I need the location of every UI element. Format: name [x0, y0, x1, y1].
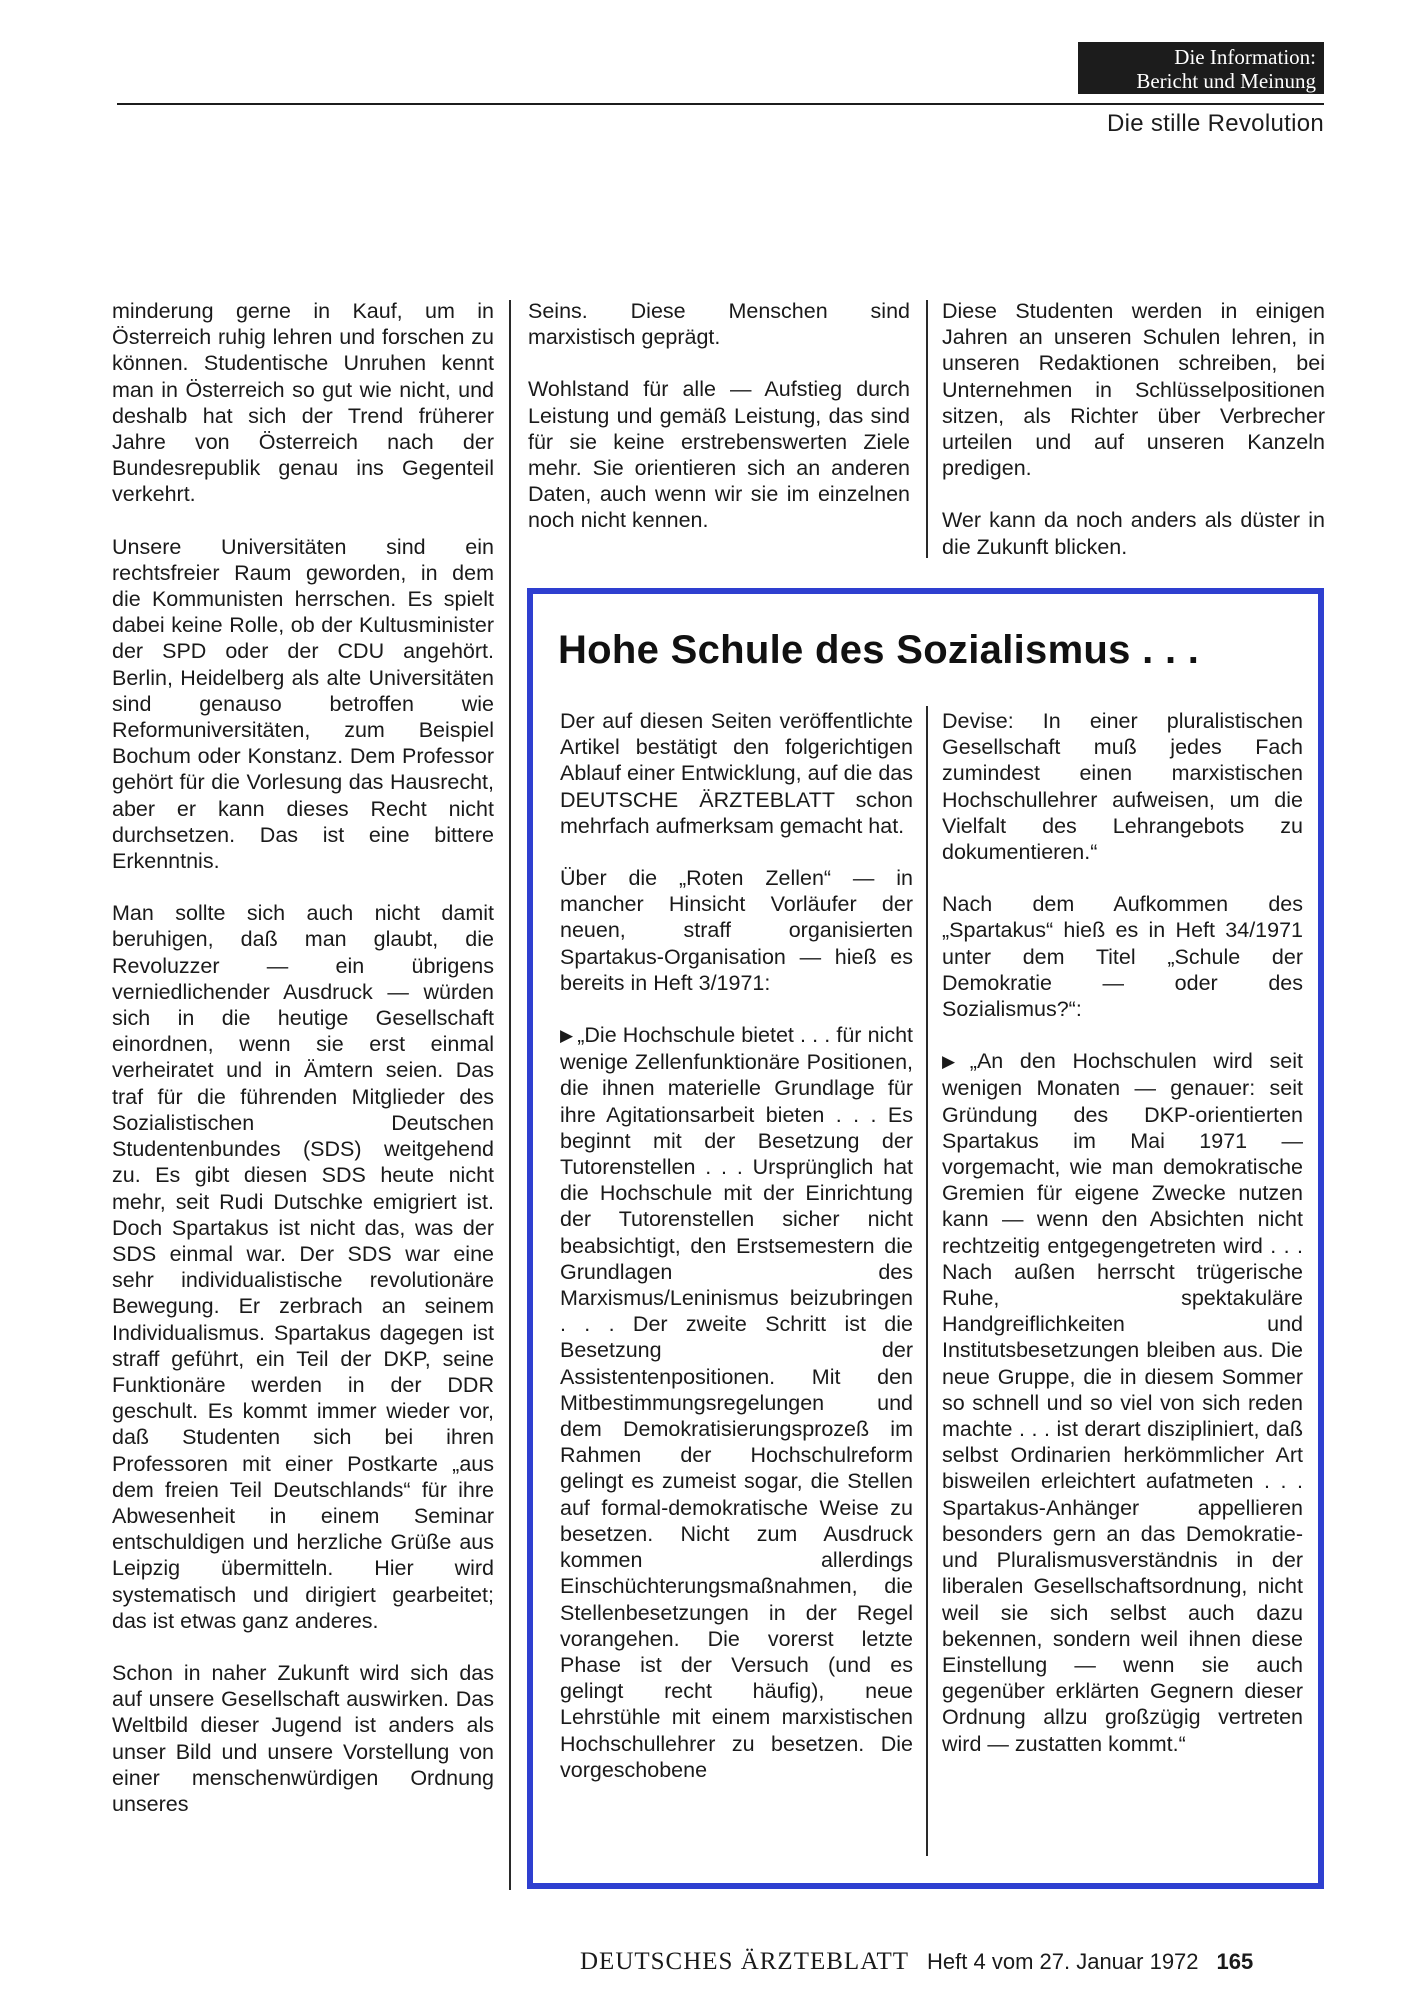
paragraph: Wohlstand für alle — Aufstieg durch Leistung und gemäß Leistung, das sind für sie keine erstrebenswerten Ziele mehr. Sie orientieren sich an anderen Daten, auch wenn wir sie im einzelnen noch nicht kennen.: [528, 377, 910, 533]
issue-info: Heft 4 vom 27. Januar 1972: [927, 1949, 1199, 1974]
page-footer: [580, 1948, 1253, 1976]
section-label-line1: Die Information:: [1174, 45, 1316, 69]
paragraph: Über die „Roten Zellen“ — in mancher Hinsicht Vorläufer der neuen, straff organisierten Spartakus-Organisation — hieß es bereits in Heft 3/1971:: [560, 866, 913, 995]
article-column-1: [112, 298, 494, 1817]
column-divider: [509, 300, 511, 1890]
box-title: Hohe Schule des Sozialismus . . .: [558, 628, 1200, 672]
page-number: 165: [1216, 1949, 1254, 1974]
article-column-3: [942, 298, 1325, 560]
paragraph: Seins. Diese Menschen sind marxistisch geprägt.: [528, 299, 910, 350]
triangle-bullet-icon: ▶: [560, 1026, 574, 1046]
paragraph: Unsere Universitäten sind ein rechtsfreier Raum geworden, in dem die Kommunisten herrschen. Es spielt dabei keine Rolle, ob der Kultusminister der SPD oder der CDU angehört. Berlin, Heidelberg als alte Universitäten sind genauso betroffen wie Reformuniversitäten, zum Beispiel Bochum oder Konstanz. Dem Professor gehört für die Vorlesung das Hausrecht, aber er kann dieses Recht nicht durchsetzen. Das ist eine bittere Erkenntnis.: [112, 534, 494, 874]
triangle-bullet-icon: ▶: [942, 1052, 966, 1072]
column-divider: [926, 706, 928, 1856]
journal-name: DEUTSCHES ÄRZTEBLATT: [580, 1948, 910, 1975]
box-column-2: [942, 708, 1303, 1757]
paragraph: Wer kann da noch anders als düster in die Zukunft blicken.: [942, 508, 1325, 559]
header-rule: [117, 103, 1324, 105]
paragraph: minderung gerne in Kauf, um in Österreich ruhig lehren und forschen zu können. Studentische Unruhen kennt man in Österreich so gut wie nicht, und deshalb hat sich der Trend früherer Jahre von Österreich nach der Bundesrepublik genau ins Gegenteil verkehrt.: [112, 299, 494, 507]
page-subtitle: Die stille Revolution: [1106, 110, 1324, 137]
paragraph: Der auf diesen Seiten veröffentlichte Artikel bestätigt den folgerichtigen Ablauf einer Entwicklung, auf die das DEUTSCHE ÄRZTEBLATT schon mehrfach aufmerksam gemacht hat.: [560, 709, 913, 838]
article-column-2: [528, 298, 910, 534]
quote-text: „An den Hochschulen wird seit wenigen Monaten — genauer: seit Gründung des DKP-orientierten Spartakus im Mai 1971 — vorgemacht, wie man demokratische Gremien für eigene Zwecke nutzen kann — wenn den Absichten nicht rechtzeitig entgegengetreten wird . . . Nach außen herrscht trügerische Ruhe, spektakuläre Handgreiflichkeiten und Institutsbesetzungen bleiben aus. Die neue Gruppe, die in diesem Sommer so schnell und so viel von sich reden machte . . . ist derart diszipliniert, daß selbst Ordinarien herkömmlicher Art bisweilen erleichtert aufatmeten . . . Spartakus-Anhänger appellieren besonders gern an das Demokratie- und Pluralismusverständnis in der liberalen Gesellschaftsordnung, nicht weil sie sich selbst auch dazu bekennen, sondern weil ihnen diese Einstellung — wenn sie auch gegenüber erklärten Gegnern dieser Ordnung allzu großzügig vertreten wird — zustatten kommt.“: [942, 1049, 1303, 1756]
paragraph: Diese Studenten werden in einigen Jahren an unseren Schulen lehren, in unseren Redaktionen schreiben, bei Unternehmen in Schlüsselpositionen sitzen, als Richter über Verbrecher urteilen und auf unseren Kanzeln predigen.: [942, 299, 1325, 481]
paragraph: Nach dem Aufkommen des „Spartakus“ hieß es in Heft 34/1971 unter dem Titel „Schule der Demokratie — oder des Sozialismus?“:: [942, 892, 1303, 1022]
quote-paragraph: [942, 1048, 1303, 1756]
paragraph: Man sollte sich auch nicht damit beruhigen, daß man glaubt, die Revoluzzer — ein übrigens verniedlichender Ausdruck — würden sich in die heutige Gesellschaft einordnen, wenn sie erst einmal verheiratet und in Ämtern seien. Das traf für die führenden Mitglieder des Sozialistischen Deutschen Studentenbundes (SDS) weitgehend zu. Es gibt diesen SDS heute nicht mehr, seit Rudi Dutschke emigriert ist. Doch Spartakus ist nicht das, was der SDS einmal war. Der SDS war eine sehr individualistische revolutionäre Bewegung. Er zerbrach an seinem Individualismus. Spartakus dagegen ist straff geführt, ein Teil der DKP, seine Funktionäre werden in der DDR geschult. Es kommt immer wieder vor, daß Studenten sich bei ihren Professoren mit einer Postkarte „aus dem freien Teil Deutschlands“ für ihre Abwesenheit in einem Seminar entschuldigen und herzliche Grüße aus Leipzig übermitteln. Hier wird systematisch und dirigiert gearbeitet; das ist etwas ganz anderes.: [112, 901, 494, 1633]
paragraph: Devise: In einer pluralistischen Gesellschaft muß jedes Fach zumindest einen marxistischen Hochschullehrer aufweisen, um die Vielfalt des Lehrangebots zu dokumentieren.“: [942, 709, 1303, 865]
section-label: [1078, 42, 1324, 94]
quote-text: „Die Hochschule bietet . . . für nicht wenige Zellenfunktionäre Positionen, die ihnen materielle Grundlage für ihre Agitationsarbeit bieten . . . Es beginnt mit der Besetzung der Tutorenstellen . . . Ursprünglich hat die Hochschule mit der Einrichtung der Tutorenstellen sicher nicht beabsichtigt, den Erstsemestern die Grundlagen des Marxismus/Leninismus beizubringen . . . Der zweite Schritt ist die Besetzung der Assistentenpositionen. Mit den Mitbestimmungsregelungen und dem Demokratisierungsprozeß im Rahmen der Hochschulreform gelingt es zumeist sogar, die Stellen auf formal-demokratische Weise zu besetzen. Nicht zum Ausdruck kommen allerdings Einschüchterungsmaßnahmen, die Stellenbesetzungen in der Regel vorangehen. Die vorerst letzte Phase ist der Versuch (und es gelingt recht häufig), neue Lehrstühle mit einem marxistischen Hochschullehrer zu besetzen. Die vorgeschobene: [560, 1023, 914, 1782]
paragraph: Schon in naher Zukunft wird sich das auf unsere Gesellschaft auswirken. Das Weltbild dieser Jugend ist anders als unser Bild und unsere Vorstellung von einer menschenwürdigen Ordnung unseres: [112, 1660, 494, 1816]
column-divider: [926, 300, 928, 558]
section-label-line2: Bericht und Meinung: [1136, 69, 1316, 93]
quote-paragraph: [560, 1022, 913, 1783]
box-column-1: [560, 708, 913, 1783]
